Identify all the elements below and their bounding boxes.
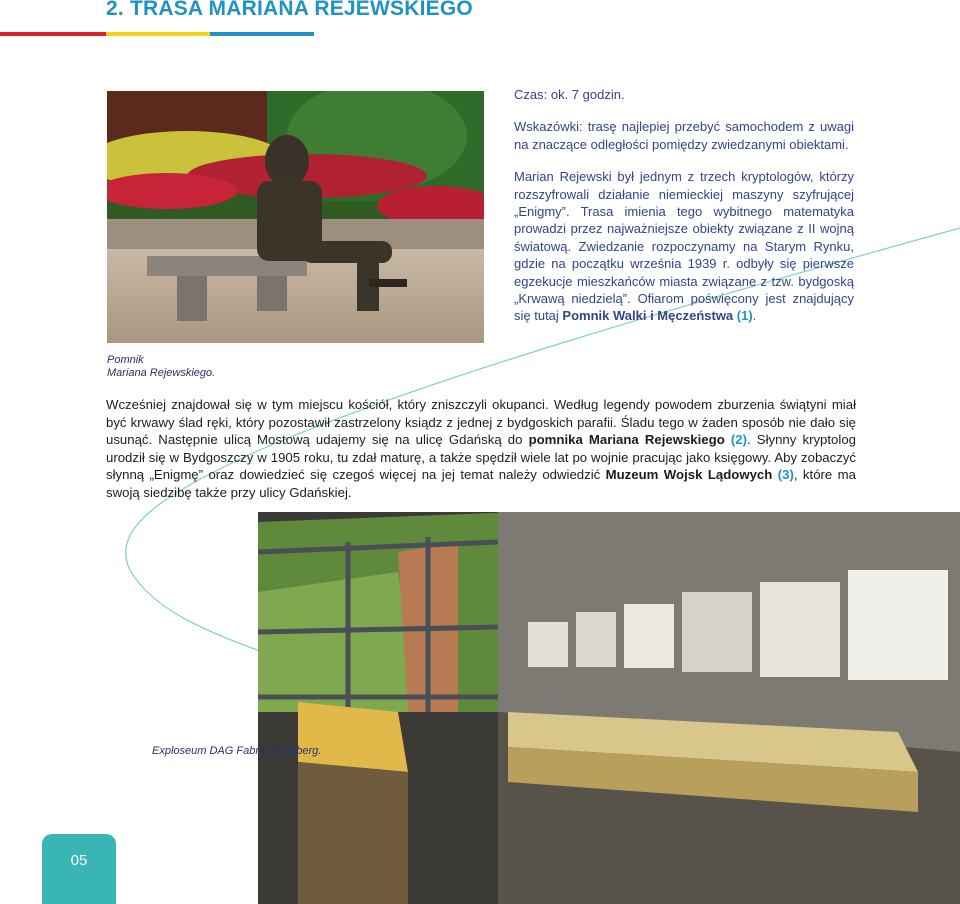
page-number: 05: [70, 852, 88, 869]
route-hints: Wskazówki: trasę najlepiej przebyć samochodem z uwagi na znaczące odległości pomiędzy zwiedzanymi obiektami.: [514, 119, 854, 152]
rejewski-monument-name: pomnika Mariana Rejewskiego: [528, 432, 725, 448]
route-time: Czas: ok. 7 godzin.: [514, 87, 625, 102]
route-intro-column: [514, 86, 854, 325]
monument-name: Pomnik Walki i Męczeństwa: [562, 308, 734, 324]
page-heading: 2. TRASA MARIANA REJEWSKIEGO: [106, 0, 473, 20]
monument-number: (1): [736, 308, 753, 324]
heading-color-bar: [0, 32, 314, 36]
museum-name: Muzeum Wojsk Lądowych: [605, 467, 773, 483]
page-number-tab: [42, 834, 116, 904]
rejewski-monument-number: (2): [730, 432, 747, 448]
museum-caption: Exploseum DAG Fabrik Bromberg.: [152, 745, 322, 757]
museum-number: (3): [777, 467, 794, 483]
route-intro: Marian Rejewski był jednym z trzech kryptologów, którzy rozszyfrowali działanie niemieckiej maszyny szyfrującej „Enigmy”. Trasa imienia tego wybitnego matematyka prowadzi przez najważniejsze obiekty związane z II wojną światową. Zwiedzanie rozpoczynamy na Starym Rynku, gdzie na początku września 1939 r. odbyły się pierwsze egzekucje mieszkańców miasta związane z tzw. bydgoską „Krwawą niedzielą”. Ofiarom poświęcony jest znajdujący się tutaj Pomnik Walki i Męczeństwa (1).: [514, 169, 854, 324]
route-description: Wcześniej znajdował się w tym miejscu kościół, który zniszczyli okupanci. Według legendy powodem zburzenia świątyni miał być krwawy ślad ręki, który pozostawił zastrzelony ksiądz z jednej z bydgoskich parafii. Śladu tego w żaden sposób nie dało się usunąć. Następnie ulicą Mostową udajemy się na ulicę Gdańską do pomnika Mariana Rejewskiego (2). Słynny kryptolog urodził się w Bydgoszczy w 1905 roku, tu zdał maturę, a także spędził wiele lat po wojnie pracując jako księgowy. Aby zobaczyć słynną „Enigmę” oraz dowiedzieć się czegoś więcej na jej temat należy odwiedzić Muzeum Wojsk Lądowych (3), które ma swoją siedzibę także przy ulicy Gdańskiej.: [106, 397, 856, 500]
statue-photo: [107, 91, 484, 343]
museum-photo: [258, 512, 960, 904]
statue-caption: Pomnik Mariana Rejewskiego.: [107, 354, 216, 379]
